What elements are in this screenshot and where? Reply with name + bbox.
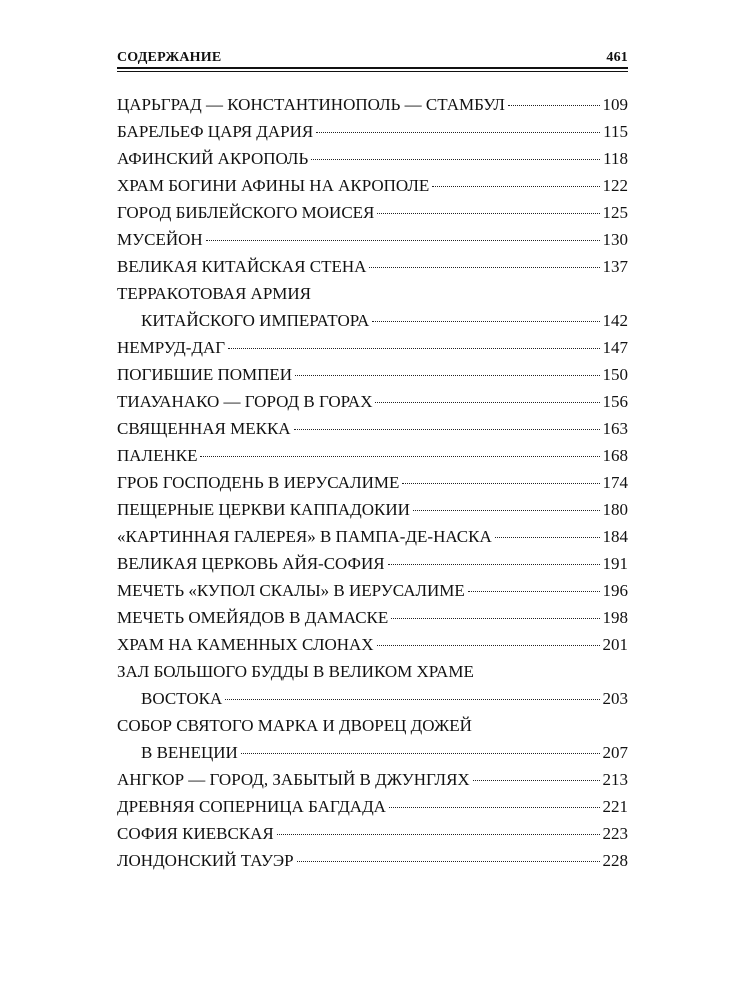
toc-entry-title: АФИНСКИЙ АКРОПОЛЬ	[117, 149, 309, 168]
toc-entry-page: 150	[602, 365, 628, 384]
toc-entry-title: ВОСТОКА	[141, 689, 223, 708]
toc-entry	[117, 91, 628, 118]
toc-entry	[117, 847, 628, 874]
running-header	[117, 44, 628, 66]
dot-leader	[311, 159, 600, 160]
toc-entry-row	[117, 739, 628, 766]
toc-entry-page: 137	[602, 257, 628, 276]
toc-entry-page: 122	[602, 176, 628, 195]
toc-entry-title: «КАРТИННАЯ ГАЛЕРЕЯ» В ПАМПА-ДЕ-НАСКА	[117, 527, 492, 546]
toc-entry-row	[117, 415, 628, 442]
dot-leader	[391, 618, 599, 619]
toc-entry	[117, 442, 628, 469]
toc-entry-page: 118	[603, 149, 628, 168]
toc-entry-page: 213	[602, 770, 628, 789]
toc-entry-title: ДРЕВНЯЯ СОПЕРНИЦА БАГДАДА	[117, 797, 386, 816]
toc-entry-row	[117, 820, 628, 847]
toc-entry-title: ГОРОД БИБЛЕЙСКОГО МОИСЕЯ	[117, 203, 375, 222]
toc-entry-title: ХРАМ НА КАМЕННЫХ СЛОНАХ	[117, 635, 374, 654]
toc-entry-row	[117, 145, 628, 172]
toc-entry-title: НЕМРУД-ДАГ	[117, 338, 226, 357]
dot-leader	[388, 564, 600, 565]
toc-entry-title-line1: ТЕРРАКОТОВАЯ АРМИЯ	[117, 284, 312, 303]
toc-entry-page: 168	[602, 446, 628, 465]
toc-entry-title: ВЕЛИКАЯ КИТАЙСКАЯ СТЕНА	[117, 257, 367, 276]
toc-entry-page: 228	[602, 851, 628, 870]
toc-entry-row	[117, 550, 628, 577]
toc-entry-title: ПЕЩЕРНЫЕ ЦЕРКВИ КАППАДОКИИ	[117, 500, 410, 519]
header-rule-thin	[117, 71, 628, 72]
toc-entry	[117, 172, 628, 199]
toc-entry-row	[117, 118, 628, 145]
dot-leader	[228, 348, 599, 349]
dot-leader	[508, 105, 600, 106]
header-page-number: 461	[606, 50, 628, 65]
toc-entry-page: 198	[602, 608, 628, 627]
toc-entry-title: МЕЧЕТЬ ОМЕЙЯДОВ В ДАМАСКЕ	[117, 608, 389, 627]
dot-leader	[225, 699, 599, 700]
toc-entry-page: 156	[602, 392, 628, 411]
header-title: СОДЕРЖАНИЕ	[117, 50, 222, 65]
toc-entry-page: 147	[602, 338, 628, 357]
toc-entry	[117, 496, 628, 523]
toc-entry-page: 125	[602, 203, 628, 222]
toc-entry-row	[117, 199, 628, 226]
dot-leader	[295, 375, 599, 376]
dot-leader	[206, 240, 600, 241]
toc-entry-page: 184	[602, 527, 628, 546]
toc-entry-page: 207	[602, 743, 628, 762]
toc-entry-row	[117, 172, 628, 199]
toc-entry-title: ХРАМ БОГИНИ АФИНЫ НА АКРОПОЛЕ	[117, 176, 430, 195]
toc-entry-title-line1: ЗАЛ БОЛЬШОГО БУДДЫ В ВЕЛИКОМ ХРАМЕ	[117, 662, 474, 681]
toc-entry	[117, 199, 628, 226]
dot-leader	[377, 645, 600, 646]
toc-entry-page: 163	[602, 419, 628, 438]
toc-entry-row	[117, 631, 628, 658]
dot-leader	[277, 834, 600, 835]
toc-entry-row	[117, 91, 628, 118]
toc-entry	[117, 388, 628, 415]
dot-leader	[297, 861, 600, 862]
toc-entry-page: 221	[602, 797, 628, 816]
dot-leader	[402, 483, 599, 484]
toc-entry-row	[117, 766, 628, 793]
toc-entry-row	[117, 361, 628, 388]
toc-entry-title: ТИАУАНАКО — ГОРОД В ГОРАХ	[117, 392, 373, 411]
toc-entry	[117, 415, 628, 442]
toc-entry-title: МУСЕЙОН	[117, 230, 203, 249]
table-of-contents	[117, 91, 628, 874]
toc-entry	[117, 118, 628, 145]
dot-leader	[389, 807, 600, 808]
toc-entry-title: ВЕЛИКАЯ ЦЕРКОВЬ АЙЯ-СОФИЯ	[117, 554, 385, 573]
toc-entry-row	[117, 604, 628, 631]
toc-entry-page: 191	[602, 554, 628, 573]
toc-entry-title: ГРОБ ГОСПОДЕНЬ В ИЕРУСАЛИМЕ	[117, 473, 400, 492]
toc-entry	[117, 820, 628, 847]
toc-entry-title-line1: СОБОР СВЯТОГО МАРКА И ДВОРЕЦ ДОЖЕЙ	[117, 716, 472, 735]
toc-entry-page: 223	[602, 824, 628, 843]
toc-entry-row	[117, 523, 628, 550]
toc-entry-page: 174	[602, 473, 628, 492]
toc-entry	[117, 523, 628, 550]
dot-leader	[375, 402, 599, 403]
toc-entry-title: КИТАЙСКОГО ИМПЕРАТОРА	[141, 311, 370, 330]
toc-entry-title: ЛОНДОНСКИЙ ТАУЭР	[117, 851, 294, 870]
toc-entry	[117, 280, 628, 334]
toc-entry-page: 115	[603, 122, 628, 141]
toc-entry-row	[117, 685, 628, 712]
toc-entry-page: 180	[602, 500, 628, 519]
toc-entry-row	[117, 226, 628, 253]
toc-entry	[117, 226, 628, 253]
toc-entry-title: СВЯЩЕННАЯ МЕККА	[117, 419, 291, 438]
toc-entry	[117, 793, 628, 820]
toc-entry-page: 130	[602, 230, 628, 249]
toc-entry-row	[117, 334, 628, 361]
toc-entry	[117, 577, 628, 604]
toc-entry-title: АНГКОР — ГОРОД, ЗАБЫТЫЙ В ДЖУНГЛЯХ	[117, 770, 470, 789]
toc-entry-title: ПАЛЕНКЕ	[117, 446, 198, 465]
toc-entry	[117, 361, 628, 388]
dot-leader	[369, 267, 599, 268]
toc-entry-page: 109	[602, 95, 628, 114]
dot-leader	[413, 510, 600, 511]
dot-leader	[241, 753, 600, 754]
toc-entry	[117, 766, 628, 793]
dot-leader	[473, 780, 600, 781]
header-rule-thick	[117, 67, 628, 69]
dot-leader	[372, 321, 599, 322]
toc-entry	[117, 631, 628, 658]
toc-entry-page: 196	[602, 581, 628, 600]
toc-entry	[117, 658, 628, 712]
toc-entry	[117, 550, 628, 577]
toc-entry-title: СОФИЯ КИЕВСКАЯ	[117, 824, 274, 843]
toc-entry-row	[117, 793, 628, 820]
toc-entry-title: МЕЧЕТЬ «КУПОЛ СКАЛЫ» В ИЕРУСАЛИМЕ	[117, 581, 465, 600]
toc-entry	[117, 712, 628, 766]
dot-leader	[294, 429, 600, 430]
toc-entry-page: 203	[602, 689, 628, 708]
dot-leader	[377, 213, 599, 214]
dot-leader	[468, 591, 600, 592]
toc-entry-row	[117, 577, 628, 604]
dot-leader	[316, 132, 600, 133]
toc-entry-row	[117, 307, 628, 334]
toc-entry	[117, 253, 628, 280]
toc-entry-row	[117, 442, 628, 469]
toc-entry-title: ЦАРЬГРАД — КОНСТАНТИНОПОЛЬ — СТАМБУЛ	[117, 95, 505, 114]
toc-entry-row	[117, 847, 628, 874]
toc-entry-title: ПОГИБШИЕ ПОМПЕИ	[117, 365, 293, 384]
toc-entry	[117, 145, 628, 172]
toc-entry-row	[117, 469, 628, 496]
dot-leader	[495, 537, 600, 538]
toc-entry-row	[117, 388, 628, 415]
dot-leader	[200, 456, 599, 457]
toc-entry-page: 201	[602, 635, 628, 654]
toc-entry-row	[117, 253, 628, 280]
dot-leader	[432, 186, 599, 187]
toc-entry	[117, 334, 628, 361]
toc-entry	[117, 469, 628, 496]
toc-entry-page: 142	[602, 311, 628, 330]
toc-entry-title: БАРЕЛЬЕФ ЦАРЯ ДАРИЯ	[117, 122, 314, 141]
toc-entry	[117, 604, 628, 631]
toc-entry-row	[117, 496, 628, 523]
toc-entry-title: В ВЕНЕЦИИ	[141, 743, 238, 762]
